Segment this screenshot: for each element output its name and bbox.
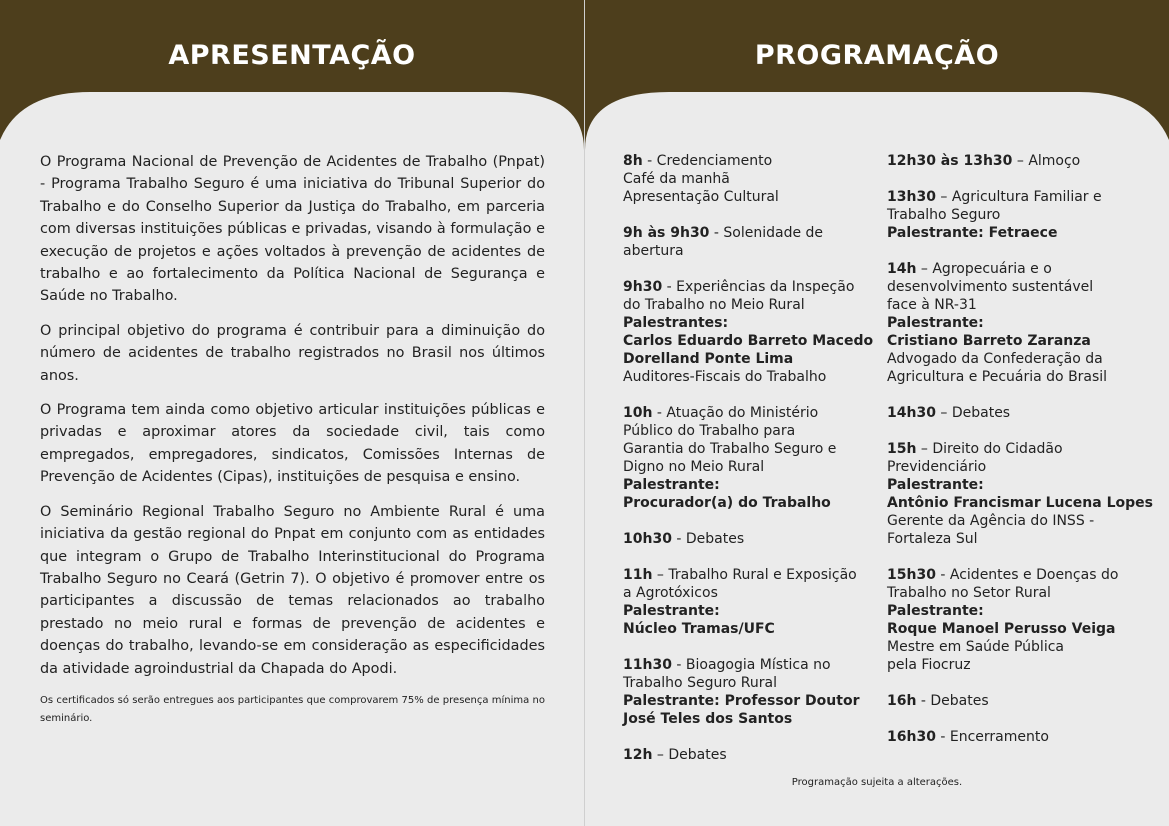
schedule-topic: Almoço: [1028, 153, 1081, 169]
schedule-separator: -: [652, 405, 667, 421]
speaker-label-text: Palestrantes:: [623, 315, 729, 331]
speaker-label-text: Palestrante:: [887, 603, 984, 619]
schedule-item-heading: [887, 692, 1147, 710]
schedule-topic-line: Previdenciário: [887, 459, 987, 475]
schedule-time: 11h30: [623, 657, 672, 673]
speaker-name: [623, 620, 868, 638]
speaker-role: pela Fiocruz: [887, 657, 971, 673]
paragraph-2: O principal objetivo do programa é contribuir para a diminuição do número de acidentes de trabalho registrados no Brasil nos últimos anos.: [40, 322, 545, 384]
schedule-time: 10h30: [623, 531, 672, 547]
speaker-role: Auditores-Fiscais do Trabalho: [623, 369, 827, 385]
schedule-topic-line: Garantia do Trabalho Seguro e: [623, 441, 837, 457]
schedule-time: 8h: [623, 153, 643, 169]
schedule-item: [623, 404, 868, 512]
schedule-item: [623, 224, 868, 260]
schedule-item: [623, 746, 868, 764]
schedule-item: [623, 656, 868, 728]
schedule-topic-line: Trabalho no Setor Rural: [887, 585, 1051, 601]
paragraph-4: O Seminário Regional Trabalho Seguro no Ambiente Rural é uma iniciativa da gestão regional do Pnpat em conjunto com as entidades que integram o Grupo de Trabalho Interinstitucional do Programa Trabalho Seguro no Ceará (Getrin 7). O objetivo é promover entre os participantes a discussão de temas relacionados ao trabalho prestado no meio rural e formas de prevenção de acidentes e doenças do trabalho, levando-se em consideração as especificidades da atividade agroindustrial da Chapada do Apodi.: [40, 503, 545, 677]
speaker-label-text: Palestrante:: [623, 603, 720, 619]
schedule-topic: Agropecuária e o: [932, 261, 1052, 277]
schedule-separator: –: [652, 747, 669, 763]
schedule-topic: Trabalho Rural e Exposição: [668, 567, 857, 583]
speaker-name-text: Palestrante: Professor Doutor: [623, 693, 860, 709]
schedule-item: [887, 728, 1147, 746]
schedule-item-heading: [623, 278, 868, 296]
paragraph-3: O Programa tem ainda como objetivo articular instituições públicas e privadas e aproximar atores da sociedade civil, tais como empregados, empregadores, sindicatos, Comissões Internas de Prevenção de Acidentes (Cipas), instituições de pesquisa e ensino.: [40, 402, 545, 486]
schedule-topic: Debates: [685, 531, 745, 547]
apresentacao-banner: [0, 0, 584, 150]
schedule-time: 9h30: [623, 279, 663, 295]
speaker-name-text: Antônio Francismar Lucena Lopes: [887, 495, 1153, 511]
schedule-time: 12h: [623, 747, 653, 763]
schedule-item: [887, 260, 1147, 386]
schedule-time: 15h30: [887, 567, 936, 583]
schedule-separator: –: [1012, 153, 1029, 169]
speaker-name: [887, 332, 1147, 350]
schedule-topic: Experiências da Inspeção: [676, 279, 855, 295]
schedule-item: [887, 188, 1147, 242]
schedule-time: 16h: [887, 693, 917, 709]
speaker-name: [887, 224, 1147, 242]
schedule-time: 15h: [887, 441, 917, 457]
schedule-separator: –: [935, 189, 952, 205]
speaker-name-text: Roque Manoel Perusso Veiga: [887, 621, 1116, 637]
programacao-banner: [585, 0, 1169, 150]
speaker-name: [887, 620, 1147, 638]
schedule-item: [887, 440, 1153, 548]
schedule-separator: –: [916, 261, 933, 277]
schedule-separator: -: [671, 657, 686, 673]
schedule-item-heading: [623, 746, 868, 764]
programacao-panel: [585, 0, 1169, 826]
schedule-topic-line: do Trabalho no Meio Rural: [623, 297, 805, 313]
schedule-item: [887, 692, 1147, 710]
schedule-item-heading: [623, 152, 868, 170]
schedule-item-heading: [887, 404, 1147, 422]
schedule-item: [887, 404, 1147, 422]
schedule-column-1: [623, 152, 874, 782]
apresentacao-content: [40, 151, 545, 740]
speaker-label: [623, 314, 868, 332]
speaker-label-text: Palestrante:: [623, 477, 720, 493]
schedule-item: [623, 530, 868, 548]
schedule-time: 13h30: [887, 189, 936, 205]
schedule-separator: -: [662, 279, 677, 295]
schedule-item: [623, 566, 868, 638]
speaker-name: [623, 350, 868, 368]
programacao-title: PROGRAMAÇÃO: [754, 40, 1000, 71]
schedule-time: 11h: [623, 567, 653, 583]
schedule-item-heading: [623, 656, 868, 674]
schedule-topic: Acidentes e Doenças do: [949, 567, 1119, 583]
speaker-label: [887, 476, 1147, 494]
schedule-item-heading: [623, 404, 868, 422]
schedule-topic-line: abertura: [623, 243, 684, 259]
schedule-topic: Credenciamento: [656, 153, 773, 169]
schedule-item-heading: [623, 566, 868, 584]
schedule-topic-line: Digno no Meio Rural: [623, 459, 765, 475]
speaker-label: [887, 314, 1147, 332]
certificate-note: Os certificados só serão entregues aos participantes que comprovarem 75% de presença mínima no seminário.: [40, 694, 545, 724]
schedule-topic: Debates: [930, 693, 989, 709]
schedule-item-heading: [887, 152, 1147, 170]
schedule-item-heading: [887, 260, 1147, 278]
speaker-name-text: Núcleo Tramas/UFC: [623, 621, 775, 637]
speaker-name-text: Procurador(a) do Trabalho: [623, 495, 831, 511]
speaker-name-text: Carlos Eduardo Barreto Macedo: [623, 333, 874, 349]
apresentacao-title: APRESENTAÇÃO: [168, 40, 416, 71]
schedule-time: 12h30 às 13h30: [887, 153, 1013, 169]
schedule-topic-line: Público do Trabalho para: [623, 423, 796, 439]
schedule-separator: -: [671, 531, 686, 547]
speaker-name-text: Palestrante: Fetraece: [887, 225, 1058, 241]
schedule-topic: Direito do Cidadão: [932, 441, 1063, 457]
schedule-separator: -: [935, 567, 950, 583]
schedule-topic-line: face à NR-31: [887, 297, 977, 313]
speaker-label-text: Palestrante:: [887, 315, 984, 331]
schedule-topic: Debates: [951, 405, 1011, 421]
schedule-topic: Debates: [668, 747, 727, 763]
schedule-topic: Atuação do Ministério: [666, 405, 819, 421]
speaker-name: [887, 494, 1153, 512]
schedule-separator: -: [709, 225, 724, 241]
speaker-label-text: Palestrante:: [887, 477, 984, 493]
speaker-label: [623, 602, 868, 620]
speaker-name: [623, 692, 868, 710]
schedule-topic-line: a Agrotóxicos: [623, 585, 718, 601]
schedule-topic-line: Trabalho Seguro Rural: [623, 675, 777, 691]
schedule-item-heading: [887, 440, 1147, 458]
speaker-name: [623, 332, 874, 350]
schedule-item-heading: [887, 188, 1147, 206]
speaker-role: Mestre em Saúde Pública: [887, 639, 1064, 655]
schedule-separator: -: [916, 693, 931, 709]
speaker-label: [887, 602, 1147, 620]
schedule-separator: –: [935, 405, 952, 421]
schedule-time: 9h às 9h30: [623, 225, 710, 241]
schedule-item-heading: [623, 530, 868, 548]
schedule-item: [887, 566, 1147, 674]
speaker-role: Fortaleza Sul: [887, 531, 978, 547]
schedule-topic-line: Trabalho Seguro: [887, 207, 1001, 223]
speaker-role: Advogado da Confederação da: [887, 351, 1103, 367]
schedule-footnote: Programação sujeita a alterações.: [791, 777, 963, 788]
speaker-name-text: José Teles dos Santos: [623, 711, 793, 727]
schedule-item: [623, 152, 868, 206]
schedule-time: 14h: [887, 261, 917, 277]
speaker-name-text: Cristiano Barreto Zaranza: [887, 333, 1091, 349]
schedule-item: [887, 152, 1147, 170]
schedule-separator: –: [652, 567, 669, 583]
schedule-item-heading: [887, 728, 1147, 746]
schedule-separator: –: [916, 441, 933, 457]
speaker-name: [623, 494, 868, 512]
speaker-role: Agricultura e Pecuária do Brasil: [887, 369, 1108, 385]
paragraph-1: O Programa Nacional de Prevenção de Acidentes de Trabalho (Pnpat) - Programa Trabalho Seguro é uma iniciativa do Tribunal Superior do Trabalho e do Conselho Superior da Justiça do Trabalho, em parceria com diversas instituições públicas e privadas, visando à formulação e execução de projetos e ações voltados à prevenção de acidentes de trabalho e ao fortalecimento da Política Nacional de Segurança e Saúde no Trabalho.: [40, 154, 545, 305]
schedule-topic: Bioagogia Mística no: [685, 657, 831, 673]
schedule-topic: Agricultura Familiar e: [951, 189, 1102, 205]
schedule-topic-line: desenvolvimento sustentável: [887, 279, 1094, 295]
speaker-name-text: Dorelland Ponte Lima: [623, 351, 794, 367]
schedule-time: 10h: [623, 405, 653, 421]
schedule-topic: Encerramento: [949, 729, 1049, 745]
schedule-separator: -: [642, 153, 657, 169]
speaker-name: [623, 710, 868, 728]
schedule-separator: -: [935, 729, 950, 745]
schedule-item: [623, 278, 874, 386]
schedule-topic-line: Apresentação Cultural: [623, 189, 779, 205]
apresentacao-panel: [0, 0, 584, 826]
schedule-topic: Solenidade de: [723, 225, 824, 241]
schedule-time: 14h30: [887, 405, 936, 421]
schedule-item-heading: [887, 566, 1147, 584]
speaker-role: Gerente da Agência do INSS -: [887, 513, 1095, 529]
schedule-item-heading: [623, 224, 868, 242]
schedule-column-2: [887, 152, 1153, 764]
schedule-time: 16h30: [887, 729, 936, 745]
speaker-label: [623, 476, 868, 494]
schedule-topic-line: Café da manhã: [623, 171, 730, 187]
